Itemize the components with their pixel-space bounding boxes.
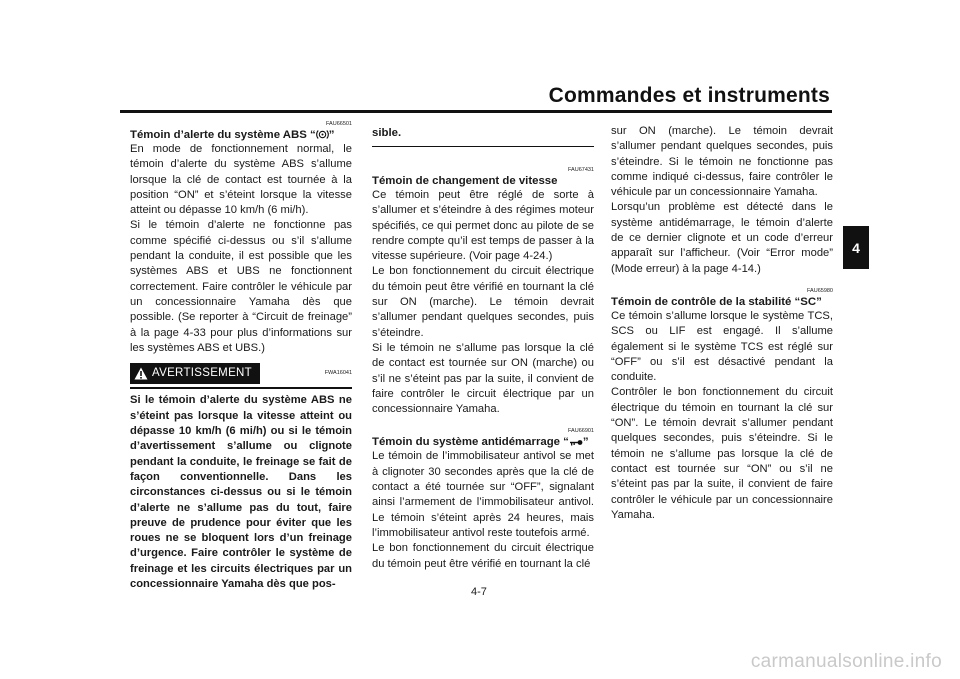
abs-icon [316, 129, 329, 140]
paragraph: Le bon fonctionnement du circuit électrique du témoin peut être vérifié en tournant la clé sur ON (marche). Le témoin devrait s’allumer pendant quelques secondes, puis s’éteindre. [372, 265, 594, 339]
section-heading-abs [130, 128, 352, 142]
header-rule [120, 110, 832, 113]
warning-text: Si le témoin d’alerte du système ABS ne s’éteint pas lorsque la vitesse atteint ou dépasse 10 km/h (6 mi/h) ou si le témoin d’avertissement s’allume ou clignote pendant la conduite, le freinage se fait de façon conventionnelle. Dans les circonstances ci-dessus ou si le témoin d’alerte ne s’allume pas du tout, faire preuve de prudence pour éviter que les roues ne se bloquent lors d’un freinage d’urgence. Faire contrôler le système de freinage et les circuits électriques par un concessionnaire Yamaha dès que pos- [130, 394, 352, 591]
paragraph: Ce témoin peut être réglé de sorte à s’allumer et s’éteindre à des régimes moteur spécifiés, ce qui permet donc au pilote de se rendre compte qu’il est temps de passer à la vitesse supérieure. (Voir page 4-24.) [372, 189, 594, 263]
column-1 [130, 120, 352, 592]
paragraph: sur ON (marche). Le témoin devrait s’allumer pendant quelques secondes, puis s’éteindre. Si le témoin ne fonctionne pas comme indiqué ci-dessus, faire contrôler le véhicule par un concessionnaire Yamaha. [611, 125, 833, 199]
reference-code: FAU66501 [326, 121, 352, 127]
key-icon [569, 438, 583, 447]
paragraph: Contrôler le bon fonctionnement du circuit électrique du témoin en tournant la clé sur “ON”. Le témoin devrait s’allumer pendant quelques secondes, puis s’éteindre. Si le témoin ne s’allume pas lorsque la clé de contact est tournée sur “ON” ou s’il ne s’éteint pas par la suite, il convient de faire contrôler le véhicule par un concessionnaire Yamaha. [611, 386, 833, 521]
paragraph: En mode de fonctionnement normal, le témoin d’alerte du système ABS s’allume lorsque la clé de contact est tournée à la position “ON” et s’éteint lorsque la vitesse atteint ou dépasse 10 km/h (6 mi/h). [130, 143, 352, 217]
heading-text-end: ” [582, 436, 589, 449]
section-heading-immobilizer [372, 435, 594, 449]
paragraph: Ce témoin s’allume lorsque le système TCS, SCS ou LIF est engagé. Il s’allume également si le système TCS est réglé sur “OFF” ou s’il est désactivé pendant la conduite. [611, 309, 833, 384]
section-separator [372, 146, 594, 147]
warning-code: FWA16041 [324, 370, 352, 377]
page-title: Commandes et instruments [548, 84, 830, 107]
continued-text: sible. [372, 127, 402, 139]
warning-label: AVERTISSEMENT [152, 367, 252, 380]
section-heading-shift: Témoin de changement de vitesse [372, 175, 558, 187]
warning-icon [134, 367, 148, 380]
column-2 [372, 120, 594, 572]
heading-text-end: ” [328, 129, 335, 141]
warning-badge [130, 363, 260, 384]
page-number: 4-7 [471, 586, 487, 598]
reference-code: FAU65980 [807, 287, 833, 294]
heading-text: Témoin du système antidémarrage “ [372, 436, 569, 449]
watermark: carmanualsonline.info [750, 651, 942, 672]
column-3 [611, 120, 833, 523]
paragraph: Lorsqu’un problème est détecté dans le système antidémarrage, le témoin d’alerte de ce dernier clignote et un code d’erreur apparaît sur l’afficheur. (Voir “Error mode” (Mode erreur) à la page 4-14.) [611, 201, 833, 275]
paragraph: Si le témoin d’alerte ne fonctionne pas comme spécifié ci-dessus ou s’il s’allume pendant la conduite, il est possible que les systèmes ABS et UBS ne fonctionnent correctement. Faire contrôler le véhicule par un concessionnaire Yamaha dès que possible. (Se reporter à “Circuit de freinage” à la page 4-33 pour plus d’informations sur les systèmes ABS et UBS.) [130, 219, 352, 354]
reference-code: FAU66901 [568, 428, 594, 435]
warning-rule [130, 387, 352, 389]
warning-header [130, 363, 352, 384]
paragraph: Le bon fonctionnement du circuit électrique du témoin peut être vérifié en tournant la clé [372, 542, 594, 570]
section-heading-stability: Témoin de contrôle de la stabilité “SC” [611, 295, 822, 308]
reference-code: FAU67431 [568, 167, 594, 173]
paragraph: Si le témoin ne s’allume pas lorsque la clé de contact est tournée sur ON (marche) ou s’il ne s’éteint pas par la suite, il convient de faire contrôler le circuit électrique par un concessionnaire Yamaha. [372, 341, 594, 416]
chapter-tab[interactable]: 4 [843, 226, 869, 269]
heading-text: Témoin d’alerte du système ABS “ [130, 129, 316, 141]
paragraph: Le témoin de l’immobilisateur antivol se met à clignoter 30 secondes après que la clé de contact a été tournée sur “OFF”, signalant ainsi l’armement de l’immobilisateur antivol. Le témoin s’éteint après 24 heures, mais l’immobilisateur antivol reste toutefois armé. [372, 450, 594, 539]
